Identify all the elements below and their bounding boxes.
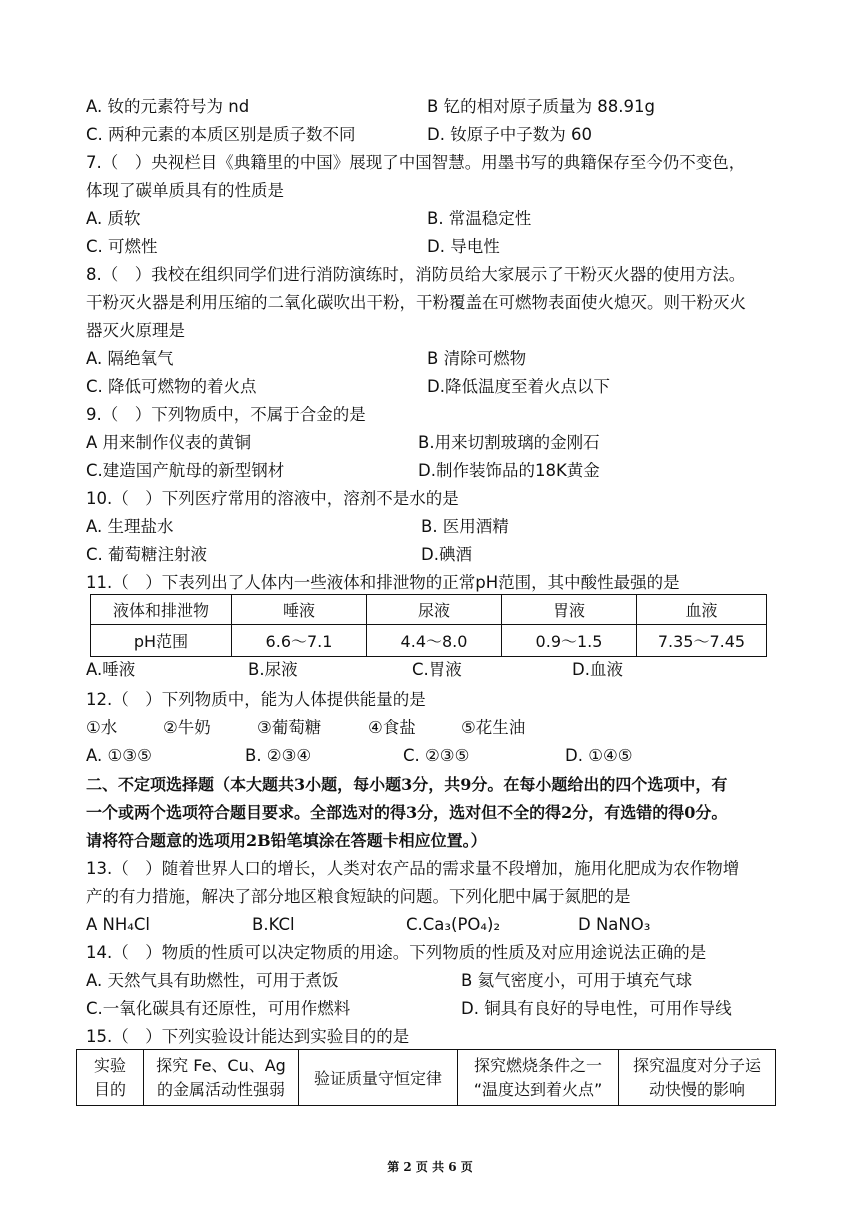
experiment-table <box>76 1049 776 1106</box>
experiment-cell-4-line2: 动快慢的影响 <box>648 1079 745 1099</box>
q13-stem-line2: 产的有力措施，解决了部分地区粮食短缺的问题。下列化肥中属于氮肥的是 <box>86 887 631 906</box>
q9-option-b: B.用来切割玻璃的金刚石 <box>418 433 600 452</box>
q12-item-5: ⑤花生油 <box>461 718 526 737</box>
q12-option-a: A. ①③⑤ <box>86 746 152 765</box>
ph-table-cell: 6.6～7.1 <box>232 625 367 657</box>
q14-option-c: C.一氧化碳具有还原性，可用作燃料 <box>86 999 351 1018</box>
ph-table-header-cell: 液体和排泄物 <box>91 595 232 625</box>
q8-stem-line3: 器灭火原理是 <box>86 321 185 340</box>
q9-stem: 9.（ ）下列物质中，不属于合金的是 <box>86 405 366 424</box>
q11-option-d: D.血液 <box>572 660 623 679</box>
experiment-cell-2 <box>299 1050 458 1106</box>
q14-option-b: B 氦气密度小，可用于填充气球 <box>461 971 693 990</box>
q8-stem-line1: 8.（ ）我校在组织同学们进行消防演练时，消防员给大家展示了干粉灭火器的使用方法。 <box>86 265 746 284</box>
q6-option-b: B 钇的相对原子质量为 88.91g <box>427 97 656 116</box>
q7-option-c: C. 可燃性 <box>86 237 158 256</box>
page-footer: 第 2 页 共 6 页 <box>387 1160 473 1174</box>
q10-option-b: B. 医用酒精 <box>421 517 509 536</box>
q12-item-1: ①水 <box>86 718 118 737</box>
section2-instructions-line2: 一个或两个选项符合题目要求。全部选对的得3分，选对但不全的得2分，有选错的得0分。 <box>86 803 728 822</box>
q6-option-a: A. 钕的元素符号为 nd <box>86 97 250 116</box>
q14-option-a: A. 天然气具有助燃性，可用于煮饭 <box>86 971 339 990</box>
q10-stem: 10.（ ）下列医疗常用的溶液中，溶剂不是水的是 <box>86 489 459 508</box>
q8-option-d: D.降低温度至着火点以下 <box>427 377 610 396</box>
q11-option-b: B.尿液 <box>248 660 298 679</box>
experiment-cell-1 <box>144 1050 299 1106</box>
experiment-cell-3-line2: “温度达到着火点” <box>473 1079 603 1099</box>
q8-option-a: A. 隔绝氧气 <box>86 349 174 368</box>
q10-option-c: C. 葡萄糖注射液 <box>86 545 208 564</box>
experiment-cell-2-text: 验证质量守恒定律 <box>313 1069 442 1088</box>
q14-stem: 14.（ ）物质的性质可以决定物质的用途。下列物质的性质及对应用途说法正确的是 <box>86 943 707 962</box>
q8-stem-line2: 干粉灭火器是利用压缩的二氧化碳吹出干粉，干粉覆盖在可燃物表面使火熄灭。则干粉灭火 <box>86 293 746 312</box>
q11-option-c: C.胃液 <box>412 660 462 679</box>
q9-option-d: D.制作装饰品的18K黄金 <box>418 461 600 480</box>
q7-stem-line2: 体现了碳单质具有的性质是 <box>86 181 284 200</box>
experiment-cell-4 <box>619 1050 776 1106</box>
ph-table-header-cell: 尿液 <box>367 595 502 625</box>
q6-option-c: C. 两种元素的本质区别是质子数不同 <box>86 125 356 144</box>
q12-option-d: D. ①④⑤ <box>565 746 633 765</box>
ph-table-header-cell: 唾液 <box>232 595 367 625</box>
ph-table-header-cell: 血液 <box>637 595 767 625</box>
q15-stem: 15.（ ）下列实验设计能达到实验目的的是 <box>86 1027 410 1046</box>
q13-option-d: D NaNO₃ <box>578 915 651 934</box>
ph-table-cell: 7.35～7.45 <box>637 625 767 657</box>
q12-stem: 12.（ ）下列物质中，能为人体提供能量的是 <box>86 690 426 709</box>
q7-option-a: A. 质软 <box>86 209 141 228</box>
experiment-label-line2: 目的 <box>93 1079 126 1099</box>
q12-item-3: ③葡萄糖 <box>257 718 322 737</box>
q11-stem: 11.（ ）下表列出了人体内一些液体和排泄物的正常pH范围，其中酸性最强的是 <box>86 573 680 592</box>
q11-option-a: A.唾液 <box>86 660 136 679</box>
experiment-cell-1-line2: 的金属活动性强弱 <box>156 1079 285 1099</box>
q7-option-b: B. 常温稳定性 <box>427 209 532 228</box>
q9-option-a: A 用来制作仪表的黄铜 <box>86 433 252 452</box>
q13-option-a: A NH₄Cl <box>86 915 151 934</box>
ph-table-cell: 4.4～8.0 <box>367 625 502 657</box>
section2-instructions-line3: 请将符合题意的选项用2B铅笔填涂在答题卡相应位置。） <box>86 831 487 850</box>
experiment-cell-1-line1: 探究 Fe、Cu、Ag <box>156 1055 286 1075</box>
experiment-cell-3 <box>458 1050 619 1106</box>
ph-table-cell: 0.9～1.5 <box>502 625 637 657</box>
q7-option-d: D. 导电性 <box>427 237 500 256</box>
q12-item-4: ④食盐 <box>368 718 416 737</box>
q6-option-d: D. 钕原子中子数为 60 <box>427 125 592 144</box>
q8-option-b: B 清除可燃物 <box>427 349 527 368</box>
experiment-cell-4-line1: 探究温度对分子运 <box>632 1055 761 1075</box>
q13-option-c: C.Ca₃(PO₄)₂ <box>406 915 501 934</box>
q12-option-c: C. ②③⑤ <box>403 746 470 765</box>
ph-table-header-row <box>91 595 767 625</box>
q12-option-b: B. ②③④ <box>245 746 312 765</box>
experiment-table-row <box>77 1050 776 1106</box>
section2-instructions-line1: 二、不定项选择题（本大题共3小题，每小题3分，共9分。在每小题给出的四个选项中，有 <box>86 775 728 794</box>
q10-option-a: A. 生理盐水 <box>86 517 174 536</box>
experiment-cell-3-line1: 探究燃烧条件之一 <box>473 1055 602 1075</box>
q9-option-c: C.建造国产航母的新型钢材 <box>86 461 285 480</box>
experiment-label-cell <box>77 1050 144 1106</box>
q12-item-2: ②牛奶 <box>163 718 211 737</box>
q14-option-d: D. 铜具有良好的导电性，可用作导线 <box>461 999 732 1018</box>
ph-table-cell: pH范围 <box>91 625 232 657</box>
q7-stem-line1: 7.（ ）央视栏目《典籍里的中国》展现了中国智慧。用墨书写的典籍保存至今仍不变色， <box>86 153 746 172</box>
q13-stem-line1: 13.（ ）随着世界人口的增长，人类对农产品的需求量不段增加，施用化肥成为农作物增 <box>86 859 740 878</box>
ph-table-header-cell: 胃液 <box>502 595 637 625</box>
ph-table <box>90 594 767 657</box>
q13-option-b: B.KCl <box>252 915 295 934</box>
experiment-label-line1: 实验 <box>93 1055 126 1075</box>
q8-option-c: C. 降低可燃物的着火点 <box>86 377 257 396</box>
ph-table-row <box>91 625 767 657</box>
q10-option-d: D.碘酒 <box>421 545 472 564</box>
